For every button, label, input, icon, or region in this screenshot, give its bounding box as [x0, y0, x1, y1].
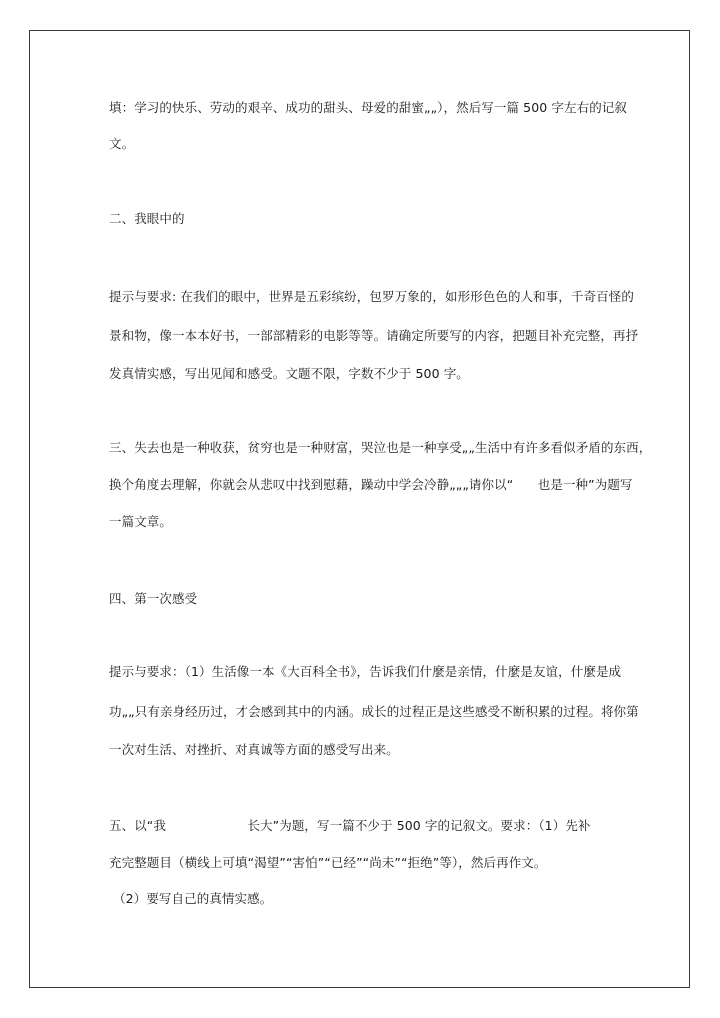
text-line-12: 功„„只有亲身经历过，才会感到其中的内涵。成长的过程正是这些感受不断积累的过程。将你第 — [109, 704, 639, 719]
text-line-2: 文。 — [109, 136, 135, 151]
text-line-8: 换个角度去理解，你就会从悲叹中找到慰藉，躁动中学会冷静„„„请你以“ 也是一种”为题写 — [109, 477, 633, 492]
text-line-9: 一篇文章。 — [109, 514, 173, 529]
section-heading-4: 四、第一次感受 — [109, 591, 198, 606]
text-line-7: 三、失去也是一种收获，贫穷也是一种财富，哭泣也是一种享受„„生活中有许多看似矛盾的东西， — [109, 440, 652, 455]
text-line-14: 五、以“我 长大”为题，写一篇不少于 500 字的记叙文。要求：（1）先补 — [109, 818, 591, 833]
section-heading-2: 二、我眼中的 — [109, 211, 185, 226]
text-line-5: 景和物，像一本本好书，一部部精彩的电影等等。请确定所要写的内容，把题目补充完整，再抒 — [109, 328, 639, 343]
text-line-11: 提示与要求：（1）生活像一本《大百科全书》，告诉我们什麼是亲情，什麼是友谊，什麼是成 — [109, 664, 622, 679]
text-line-15: 充完整题目（横线上可填“渴望”“害怕”“已经”“尚未”“拒绝”等），然后再作文。 — [109, 855, 547, 870]
text-line-13: 一次对生活、对挫折、对真诚等方面的感受写出来。 — [109, 742, 399, 757]
text-line-1: 填：学习的快乐、劳动的艰辛、成功的甜头、母爱的甜蜜„„），然后写一篇 500 字左右的记叙 — [109, 100, 628, 115]
text-line-6: 发真情实感，写出见闻和感受。文题不限，字数不少于 500 字。 — [109, 366, 469, 381]
text-line-16: （2）要写自己的真情实感。 — [109, 891, 273, 906]
page-border — [29, 30, 690, 988]
text-line-4: 提示与要求: 在我们的眼中，世界是五彩缤纷，包罗万象的，如形形色色的人和事，千奇百怪的 — [109, 289, 634, 304]
